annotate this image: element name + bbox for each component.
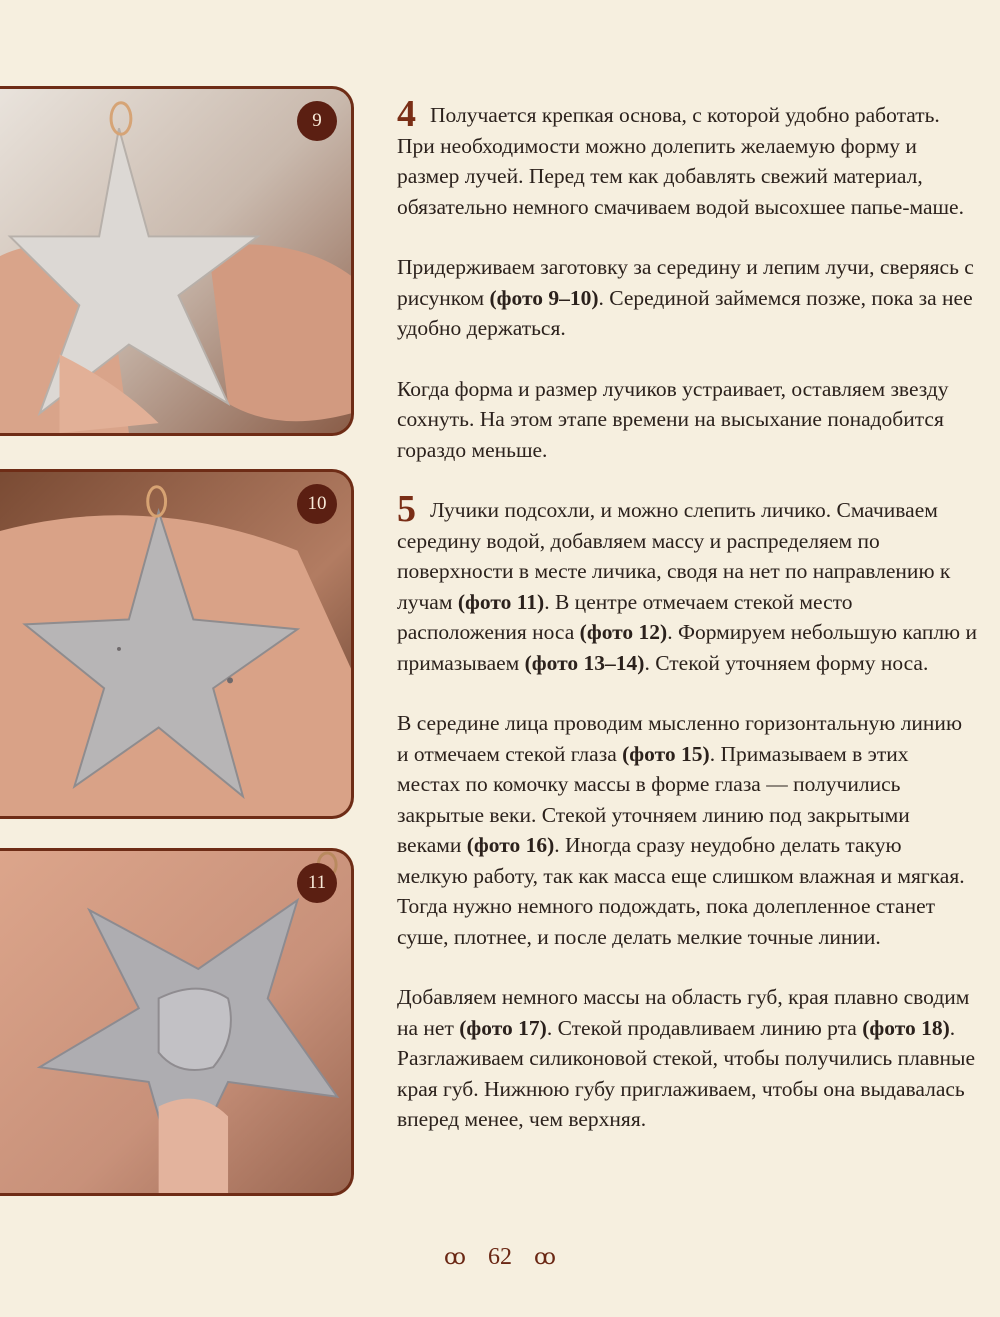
photo-reference: (фото 11) (457, 589, 545, 614)
step-number: 5 (397, 488, 416, 530)
paragraph-text: Получается крепкая основа, с которой удобно работать. При необходимости можно долепить желаемую форму и размер лучей. Перед тем как добавлять свежий материал, обязательно немного смачиваем водой высохшее папье-маше. (397, 103, 964, 219)
paragraph-text: . Стекой уточняем форму носа. (644, 650, 929, 675)
step-4-paragraph-2 (397, 252, 977, 344)
photo-reference: (фото 13–14) (524, 650, 645, 675)
ornament-right-icon: ꝏ (534, 1244, 556, 1269)
page-number: 62 (488, 1244, 512, 1270)
paragraph-text: Когда форма и размер лучиков устраивает, оставляем звезду сохнуть. На этом этапе времени на высыхание понадобится гораздо меньше. (397, 376, 949, 462)
photo-reference: (фото 15) (622, 741, 710, 766)
step-4-paragraph-3 (397, 374, 977, 466)
photo-number-badge: 10 (297, 484, 337, 524)
ornament-left-icon: ꝏ (444, 1244, 466, 1269)
paragraph-text: В середине лица проводим мысленно горизонтальную линию и отмечаем стекой глаза (397, 711, 963, 766)
step-5-paragraph-2 (397, 708, 977, 952)
star-photo-image (0, 89, 351, 433)
photo-reference: (фото 9–10) (489, 285, 599, 310)
photo-reference: (фото 17) (459, 1015, 547, 1040)
photo-10 (0, 469, 354, 819)
photo-reference: (фото 12) (579, 620, 668, 644)
paragraph-text: Добавляем немного массы на область губ, края плавно сводим на нет (397, 985, 970, 1040)
photo-9 (0, 86, 354, 436)
paragraph-text: . Иногда сразу неудобно делать такую мелкую работу, так как масса еще слишком влажная и мягкая. Тогда нужно немного подождать, пока долепленное станет суше, плотнее, и после делать мелкие точные линии. (397, 833, 965, 949)
instructions-text (397, 93, 978, 1165)
step-5-paragraph-1 (397, 488, 978, 678)
step-4-paragraph-1 (397, 93, 977, 222)
paragraph-text: . Разглаживаем силиконовой стекой, чтобы получились плавные края губ. Нижнюю губу приглаживаем, чтобы она выдавалась вперед менее, чем верхняя. (397, 1015, 975, 1131)
paragraph-text: . В центре отмечаем стекой место расположения носа (397, 589, 853, 644)
page-folio (0, 1244, 1000, 1271)
photo-11 (0, 848, 354, 1196)
star-photo-image (0, 472, 351, 816)
paragraph-text: . Стекой продавливаем линию рта (546, 1015, 863, 1040)
photo-reference: (фото 16) (466, 833, 555, 857)
paragraph-text: . Формируем небольшую каплю и примазываем (397, 620, 978, 675)
paragraph-text: Придерживаем заготовку за середину и лепим лучи, сверяясь с рисунком (397, 255, 974, 310)
paragraph-text: . Серединой займемся позже, пока за нее удобно держаться. (397, 285, 973, 340)
step-5-paragraph-3 (397, 982, 977, 1135)
photo-number-badge: 9 (297, 101, 337, 141)
photo-reference: (фото 18) (862, 1015, 950, 1040)
photo-number-badge: 11 (297, 863, 337, 903)
step-number: 4 (397, 93, 416, 135)
star-photo-image (0, 851, 351, 1193)
paragraph-text: Лучики подсохли, и можно слепить личико. Смачиваем середину водой, добавляем массу и распределяем по поверхности в месте личика, сводя на нет по направлению к лучам (397, 498, 951, 614)
paragraph-text: . Примазываем в этих местах по комочку массы в форме глаза — получились закрытые веки. Стекой уточняем линию под закрытыми веками (397, 741, 910, 857)
